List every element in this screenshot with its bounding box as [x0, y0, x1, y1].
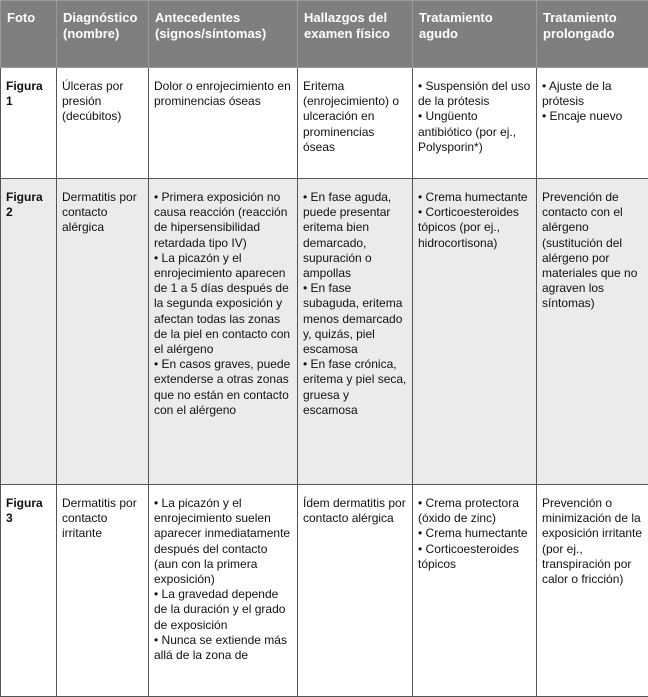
- cell-diagnostico: Úlceras por presión (decúbitos): [57, 68, 149, 179]
- cell-tratamiento-prolongado: [537, 485, 648, 697]
- agudo-line: • Crema humectante: [418, 190, 531, 205]
- cell-antecedentes: [149, 68, 298, 179]
- cell-hallazgos: [298, 179, 413, 485]
- cell-tratamiento-prolongado: [537, 179, 648, 485]
- header-diagnostico: Diagnóstico (nombre): [57, 1, 149, 68]
- agudo-line: • Crema protectora (óxido de zinc): [418, 496, 531, 526]
- agudo-line: • Ungüento antibiótico (por ej., Polysporin*): [418, 109, 531, 155]
- table-row: [1, 179, 648, 485]
- cell-tratamiento-agudo: [413, 485, 537, 697]
- hallazgos-line: Eritema (enrojecimiento) o ulceración en prominencias óseas: [303, 79, 407, 155]
- agudo-line: • Corticoesteroides tópicos: [418, 542, 531, 572]
- cell-foto: Figura 2: [1, 179, 57, 485]
- agudo-line: • Corticoesteroides tópicos (por ej., hidrocortisona): [418, 205, 531, 251]
- table-row: [1, 68, 648, 179]
- hallazgos-line: Ídem dermatitis por contacto alérgica: [303, 496, 407, 526]
- hallazgos-line: • En fase aguda, puede presentar eritema bien demarcado, supuración o ampollas: [303, 190, 407, 281]
- prolongado-line: • Ajuste de la prótesis: [542, 79, 643, 109]
- antecedentes-line: Dolor o enrojecimiento en prominencias óseas: [154, 79, 292, 109]
- antecedentes-line: • La picazón y el enrojecimiento aparecen de 1 a 5 días después de la segunda exposición y afectan todas las zonas de la piel en contacto con el alérgeno: [154, 251, 292, 357]
- antecedentes-line: • La gravedad depende de la duración y el grado de exposición: [154, 587, 292, 633]
- prolongado-line: Prevención o minimización de la exposición irritante (por ej., transpiración por calor o fricción): [542, 496, 643, 587]
- agudo-line: • Crema humectante: [418, 526, 531, 541]
- table-row: [1, 485, 648, 697]
- cell-hallazgos: [298, 485, 413, 697]
- hallazgos-line: • En fase crónica, eritema y piel seca, gruesa y escamosa: [303, 357, 407, 418]
- cell-antecedentes: [149, 179, 298, 485]
- header-hallazgos: Hallazgos del examen físico: [298, 1, 413, 68]
- antecedentes-line: • La picazón y el enrojecimiento suelen aparecer inmediatamente después del contacto (aun con la primera exposición): [154, 496, 292, 587]
- cell-foto: Figura 1: [1, 68, 57, 179]
- cell-diagnostico: Dermatitis por contacto alérgica: [57, 179, 149, 485]
- antecedentes-line: • Nunca se extiende más allá de la zona de: [154, 633, 292, 663]
- cell-hallazgos: [298, 68, 413, 179]
- header-row: [1, 1, 648, 68]
- cell-antecedentes: [149, 485, 298, 697]
- cell-tratamiento-prolongado: [537, 68, 648, 179]
- header-antecedentes: Antecedentes (signos/síntomas): [149, 1, 298, 68]
- prolongado-line: Prevención de contacto con el alérgeno (sustitución del alérgeno por materiales que no agraven los síntomas): [542, 190, 643, 312]
- header-tratamiento-prolongado: Tratamiento prolongado: [537, 1, 648, 68]
- header-foto: Foto: [1, 1, 57, 68]
- antecedentes-line: • En casos graves, puede extenderse a otras zonas que no están en contacto con el alérgeno: [154, 357, 292, 418]
- cell-tratamiento-agudo: [413, 179, 537, 485]
- header-tratamiento-agudo: Tratamiento agudo: [413, 1, 537, 68]
- prolongado-line: • Encaje nuevo: [542, 109, 643, 124]
- cell-diagnostico: Dermatitis por contacto irritante: [57, 485, 149, 697]
- agudo-line: • Suspensión del uso de la prótesis: [418, 79, 531, 109]
- hallazgos-line: • En fase subaguda, eritema menos demarcado y, quizás, piel escamosa: [303, 281, 407, 357]
- cell-foto: Figura 3: [1, 485, 57, 697]
- antecedentes-line: • Primera exposición no causa reacción (reacción de hipersensibilidad retardada tipo IV): [154, 190, 292, 251]
- cell-tratamiento-agudo: [413, 68, 537, 179]
